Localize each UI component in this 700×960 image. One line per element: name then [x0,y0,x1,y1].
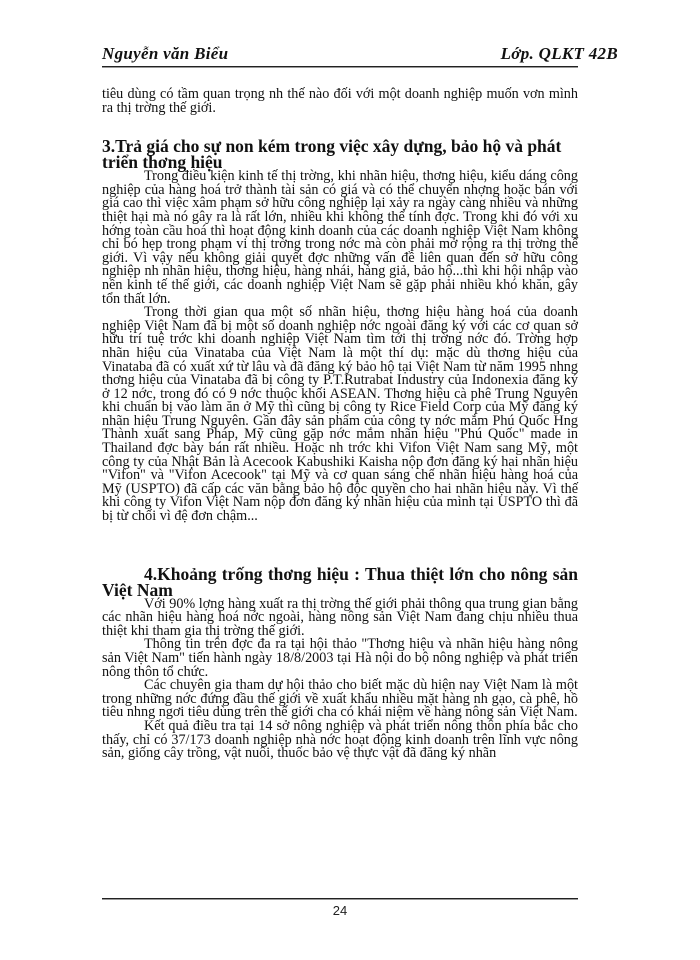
page-header [102,44,634,66]
document-body [102,88,578,761]
section-3-paragraph-2: Trong thời gian qua một số nhãn hiệu, thơng hiệu hàng hoá của doanh nghiệp Việt Nam đã bị một số doanh nghiệp nớc ngoài đăng ký với các cơ quan sở hữu trí tuệ trớc khi doanh nghiệp Việt Nam tìm tới thị trờng nớc đó. Trờng hợp nhãn hiệu của Vinataba của Việt Nam là một thí dụ: mặc dù thơng hiệu của Vinataba đã có xuất xứ từ lâu và đã đăng ký bảo hộ tại Việt Nam từ năm 1995 nhng thơng hiệu của Vinataba đã bị công ty P.T.Rutrabat Industry của Indonexia đăng ký ở 12 nớc, trong đó có 9 nớc thuộc khối ASEAN. Thơng hiệu cà phê Trung Nguyên khi chuẩn bị vào làm ăn ở Mỹ thì cũng bị công ty Rice Field Corp của Mỹ đăng ký nhãn hiệu Trung Nguyên. Gần đây sản phẩm của công ty nớc mắm Phú Quốc Hng Thành xuất sang Pháp, Mỹ cũng gặp nớc mắm nhãn hiệu "Phú Quốc" made in Thailand đợc bày bán rất nhiều. Hoặc nh trớc khi Vifon Việt Nam sang Mỹ, một công ty của Nhật Bản là Acecook Kabushiki Kaisha nộp đơn đăng ký hai nhãn hiệu "Vifon" và "Vifon Acecook" tại Mỹ và cơ quan sáng chế nhãn hiệu hàng hoá của Mỹ (USPTO) đã cấp các văn bằng bảo hộ độc quyền cho hai nhãn hiệu này. Vì thế khi công ty Vifon Việt Nam nộp đơn đăng ký nhãn hiệu của mình tại USPTO thì đã bị từ chối vì đệ đơn chậm... [102,304,578,525]
page-number: 24 [332,903,348,918]
section-3-heading: 3.Trả giá cho sự non kém trong việc xây dựng, bảo hộ và phát triển thơng hiệu [102,136,562,173]
header-class: Lớp. QLKT 42B [500,44,618,63]
header-author: Nguyễn văn Biểu [102,44,229,63]
footer-divider [102,898,578,900]
section-4-paragraph-3: Các chuyên gia tham dự hội thảo cho biết mặc dù hiện nay Việt Nam là một trong những nớc đứng đầu thế giới về xuất khẩu nhiều mặt hàng nh gạo, cà phê, hồ tiêu nhng ngơi tiêu dùng trên thế giới cha có khái niệm về hàng nông sản Việt Nam. [102,677,578,721]
section-4-paragraph-4: Kết quả điều tra tại 14 sở nông nghiệp và phát triển nông thôn phía bắc cho thấy, chỉ có 37/173 doanh nghiệp nhà nớc hoạt động kinh doanh trên lĩnh vực nông sản, giống cây trồng, vật nuôi, thuốc bảo vệ thực vật đã đăng ký nhãn [102,717,578,762]
section-4-heading: 4.Khoảng trống thơng hiệu : Thua thiệt lớn cho nông sản Việt Nam [102,563,578,600]
intro-paragraph: tiêu dùng có tầm quan trọng nh thế nào đối với một doanh nghiệp muốn vơn mình ra thị trờng thế giới. [102,86,578,116]
section-4-paragraph-1: Với 90% lợng hàng xuất ra thị trờng thế giới phải thông qua trung gian bằng các nhãn hiệu hàng hoá nớc ngoài, hàng nông sản Việt Nam đang chịu nhiều thua thiệt khi tham gia thị trờng thế giới. [102,595,578,639]
header-divider [102,66,578,68]
section-4-paragraph-2: Thông tin trên đợc đa ra tại hội thảo "Thơng hiệu và nhãn hiệu hàng nông sản Việt Nam" tiến hành ngày 18/8/2003 tại Hà nội do bộ nông nghiệp và phát triển nông thôn tổ chức. [102,636,578,680]
section-3-paragraph-1: Trong điều kiện kinh tế thị trờng, khi nhãn hiệu, thơng hiệu, kiểu dáng công nghiệp của hàng hoá trở thành tài sản có giá và có thể chuyển nhợng hoặc bán với giá cao thì việc xâm phạm sở hữu công nghiệp lại xảy ra ngày càng nhiều và những thiệt hại mà nó gây ra là rất lớn, nhiều khi không thể tính đợc. Trong khi đó với xu hớng toàn cầu hoá thì hoạt động kinh doanh của các doanh nghiệp Việt Nam không chỉ bó hẹp trong phạm vi thị trờng trong nớc mà còn phải mở rộng ra thị trờng thế giới. Vì vậy nếu không giải quyết đợc những vấn đề liên quan đến sở hữu công nghiệp nh nhãn hiệu, thơng hiệu, hàng nhái, hàng giả, bảo hộ...thì khi hội nhập vào nền kinh tế thế giới, các doanh nghiệp Việt Nam sẽ gặp phải nhiều khó khăn, gây tổn thất lớn. [102,168,578,307]
